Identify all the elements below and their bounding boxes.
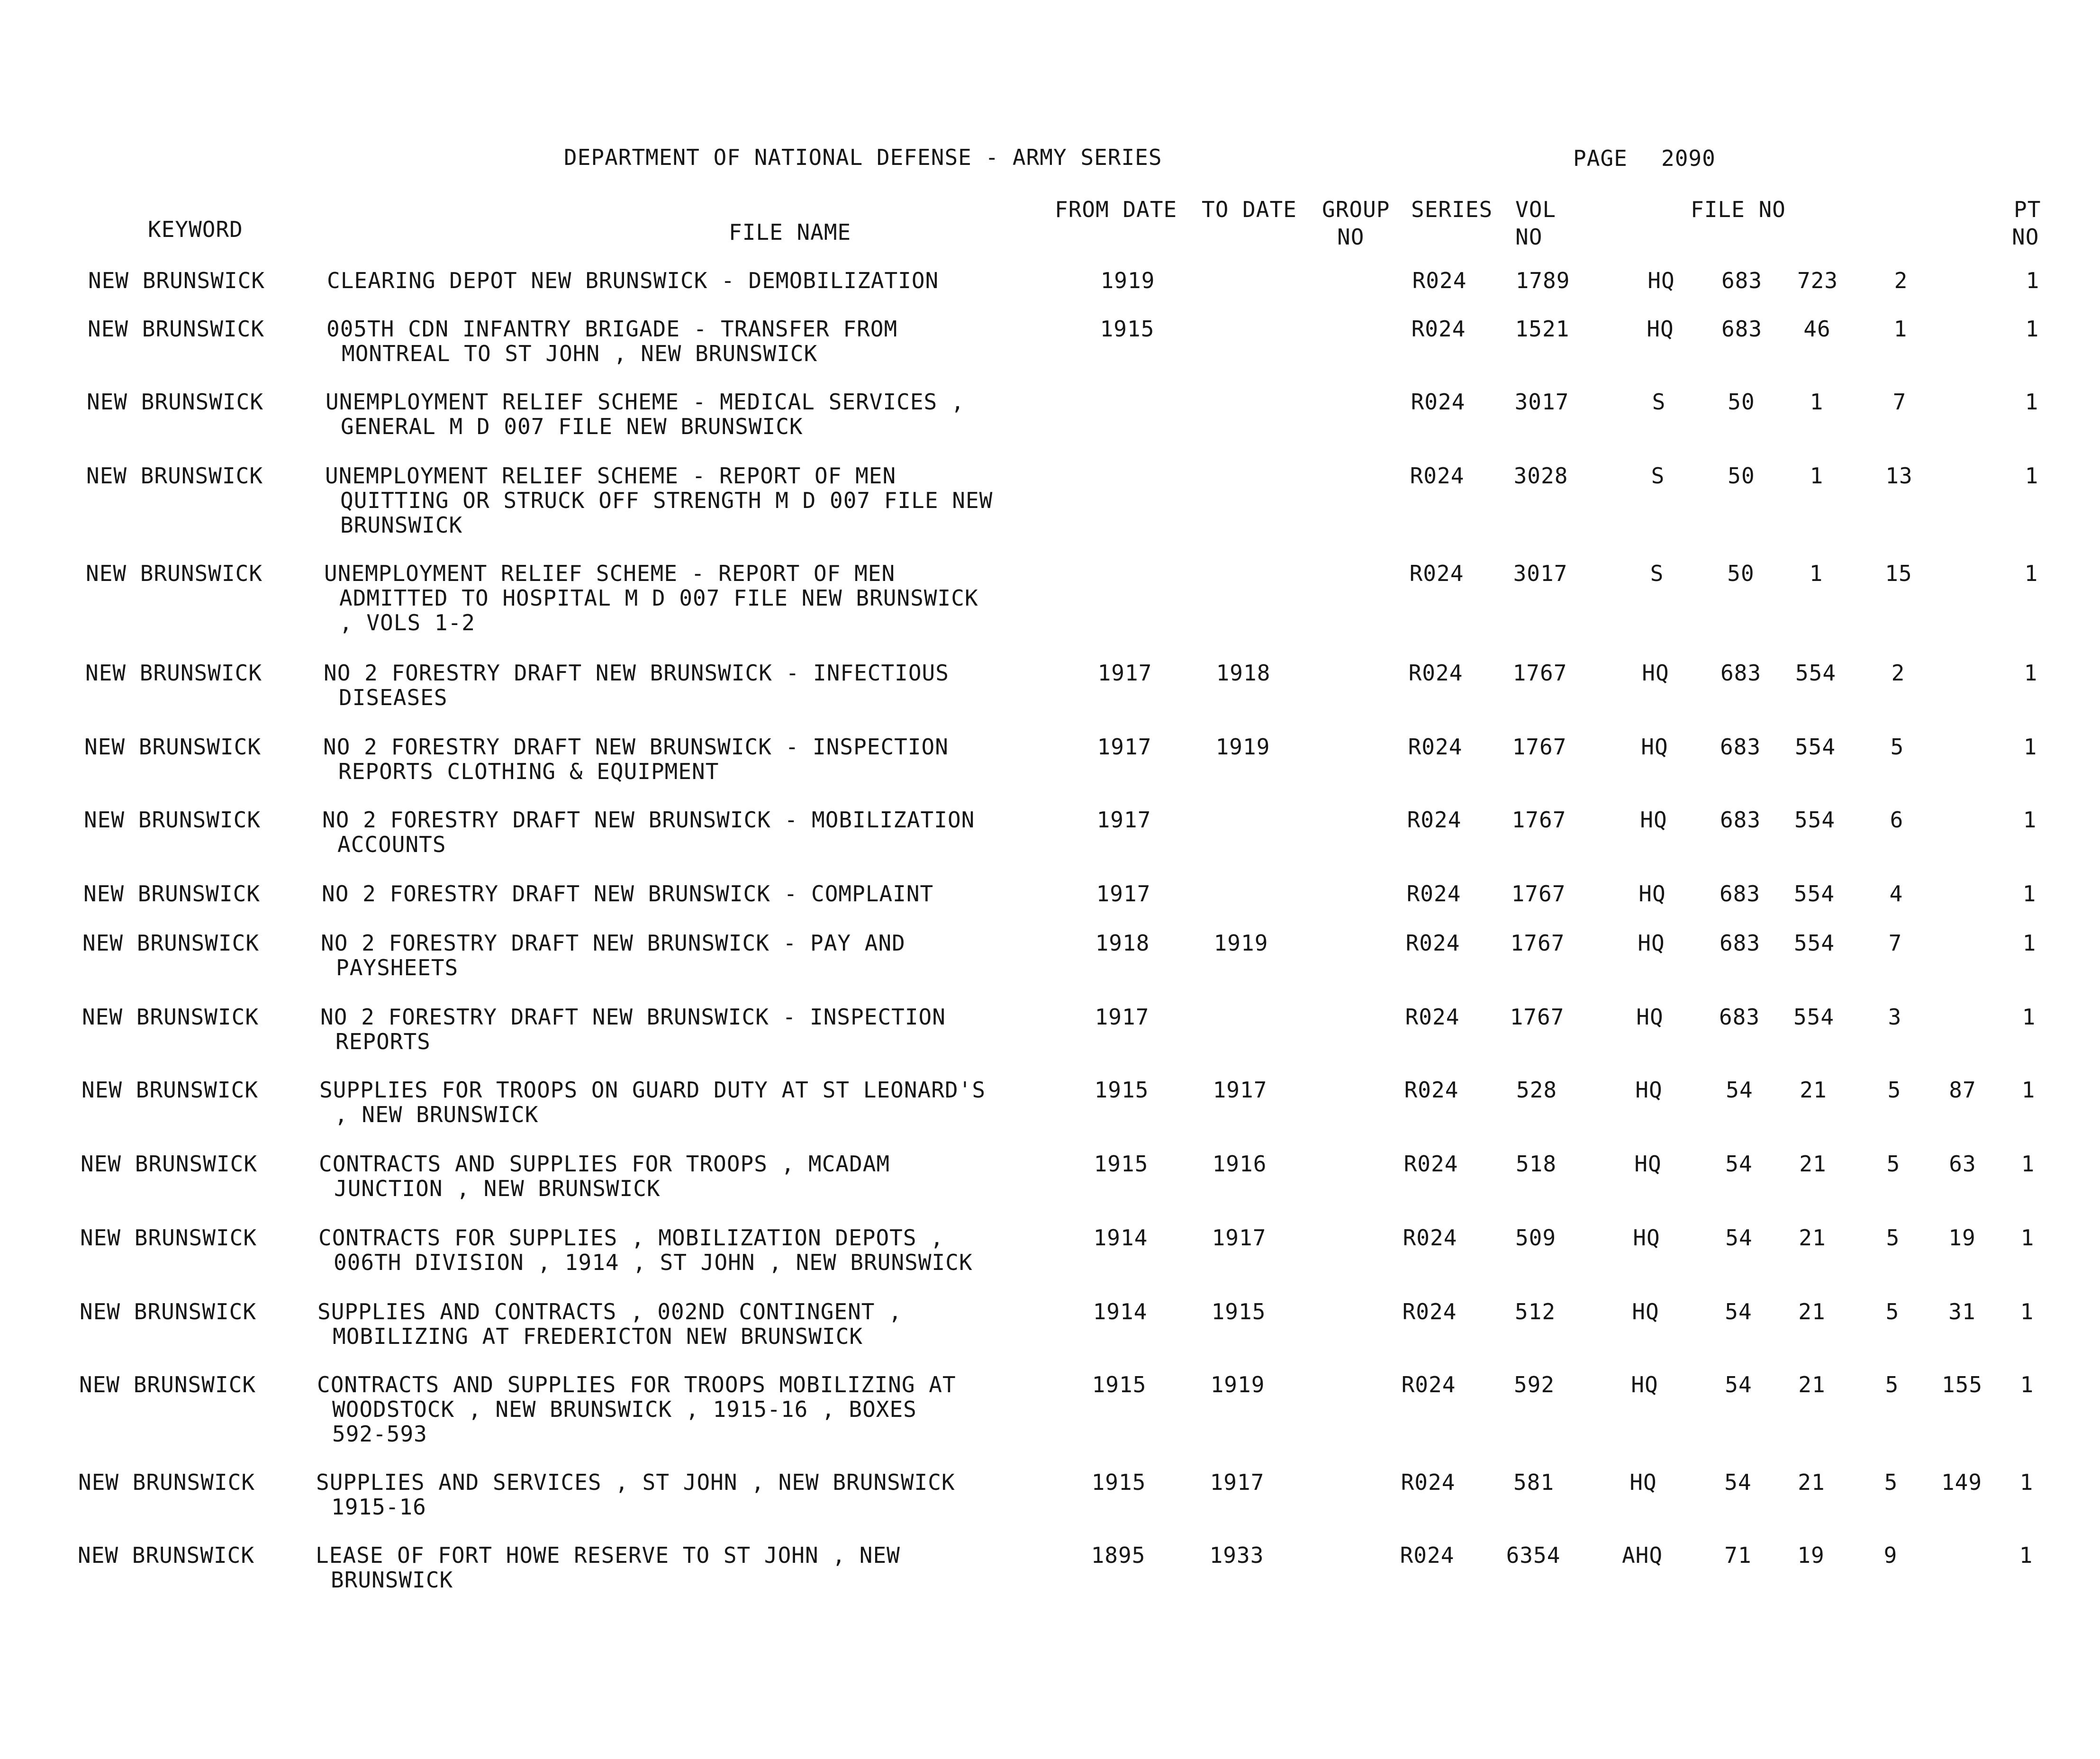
from-date-cell: 1895 (1091, 1542, 1146, 1568)
pt-no-cell: 1 (2022, 1004, 2036, 1030)
from-date-cell: 1918 (1095, 930, 1150, 956)
file-no-prefix-cell: HQ (1633, 1225, 1660, 1251)
file-name-line: MOBILIZING AT FREDERICTON NEW BRUNSWICK (333, 1324, 863, 1349)
file-no-1-cell: 54 (1725, 1225, 1753, 1251)
keyword-cell: NEW BRUNSWICK (84, 734, 262, 760)
file-name-line: QUITTING OR STRUCK OFF STRENGTH M D 007 FILE NEW (340, 488, 993, 513)
keyword-cell: NEW BRUNSWICK (83, 881, 261, 907)
from-date-cell: 1917 (1097, 734, 1152, 760)
file-name-line: BRUNSWICK (331, 1567, 453, 1593)
series-cell: R024 (1403, 1151, 1458, 1177)
file-no-2-cell: 21 (1798, 1469, 1825, 1495)
to-date-cell: 1918 (1216, 660, 1271, 686)
file-no-2-cell: 46 (1803, 316, 1831, 342)
series-cell: R024 (1407, 807, 1462, 833)
file-name-line: NO 2 FORESTRY DRAFT NEW BRUNSWICK - INSPECTION (320, 1004, 946, 1030)
from-date-cell: 1917 (1096, 807, 1151, 833)
file-no-2-cell: 21 (1798, 1372, 1826, 1397)
file-name-line: SUPPLIES AND CONTRACTS , 002ND CONTINGENT , (317, 1299, 902, 1324)
to-date-cell: 1919 (1210, 1372, 1265, 1397)
department-title: DEPARTMENT OF NATIONAL DEFENSE - ARMY SERIES (564, 145, 1162, 170)
file-name-line: CONTRACTS AND SUPPLIES FOR TROOPS MOBILIZING AT (317, 1372, 956, 1397)
col-vol-no-header-2: NO (1515, 224, 1543, 250)
file-no-1-cell: 71 (1724, 1542, 1752, 1568)
series-cell: R024 (1412, 268, 1467, 293)
pt-no-cell: 1 (2025, 463, 2039, 489)
vol-no-cell: 512 (1514, 1299, 1556, 1324)
file-no-prefix-cell: AHQ (1621, 1542, 1663, 1568)
file-name-line: NO 2 FORESTRY DRAFT NEW BRUNSWICK - COMPLAINT (322, 881, 934, 907)
file-no-3-cell: 5 (1886, 1225, 1900, 1251)
page-number: 2090 (1661, 145, 1716, 171)
file-name-line: CONTRACTS AND SUPPLIES FOR TROOPS , MCADAM (319, 1151, 890, 1177)
file-name-line: DISEASES (339, 685, 448, 710)
pt-no-cell: 1 (2021, 1077, 2036, 1103)
file-no-2-cell: 1 (1810, 463, 1824, 489)
pt-no-cell: 1 (2024, 561, 2038, 586)
file-no-2-cell: 554 (1793, 1004, 1835, 1030)
vol-no-cell: 1767 (1510, 930, 1565, 956)
vol-no-cell: 3017 (1513, 561, 1568, 586)
to-date-cell: 1933 (1209, 1542, 1264, 1568)
series-cell: R024 (1400, 1542, 1455, 1568)
keyword-cell: NEW BRUNSWICK (82, 1004, 259, 1030)
file-name-cell (326, 390, 965, 439)
pt-no-cell: 1 (2026, 268, 2040, 293)
file-no-prefix-cell: HQ (1647, 268, 1675, 293)
file-name-line: ACCOUNTS (337, 832, 446, 857)
file-no-prefix-cell: HQ (1634, 1151, 1662, 1177)
file-no-prefix-cell: HQ (1629, 1469, 1657, 1495)
file-name-line: UNEMPLOYMENT RELIEF SCHEME - MEDICAL SERVICES , (326, 389, 965, 415)
file-no-1-cell: 683 (1721, 316, 1763, 342)
col-group-no-header-2: NO (1337, 224, 1365, 250)
file-no-3-cell: 13 (1885, 463, 1913, 489)
file-name-line: BRUNSWICK (340, 512, 463, 538)
keyword-cell: NEW BRUNSWICK (88, 268, 265, 293)
file-name-cell (324, 661, 949, 710)
vol-no-cell: 1789 (1515, 268, 1570, 293)
file-name-cell (316, 1470, 955, 1519)
series-cell: R024 (1411, 316, 1466, 342)
keyword-cell: NEW BRUNSWICK (87, 389, 264, 415)
file-no-1-cell: 54 (1726, 1077, 1753, 1103)
from-date-cell: 1917 (1095, 1004, 1150, 1030)
keyword-cell: NEW BRUNSWICK (80, 1299, 257, 1324)
file-no-prefix-cell: HQ (1635, 1077, 1663, 1103)
file-no-1-cell: 683 (1721, 268, 1763, 293)
pt-no-cell: 1 (2022, 881, 2037, 907)
vol-no-cell: 3017 (1514, 389, 1569, 415)
from-date-cell: 1915 (1092, 1372, 1147, 1397)
file-name-line: , VOLS 1-2 (339, 610, 475, 635)
col-series-header: SERIES (1411, 197, 1493, 222)
file-no-prefix-cell: HQ (1631, 1372, 1658, 1397)
series-cell: R024 (1404, 1077, 1459, 1103)
file-no-4-cell: 63 (1949, 1151, 1976, 1177)
file-no-1-cell: 683 (1719, 1004, 1760, 1030)
file-no-2-cell: 1 (1810, 389, 1824, 415)
file-name-line: 006TH DIVISION , 1914 , ST JOHN , NEW BRUNSWICK (334, 1250, 973, 1275)
keyword-cell: NEW BRUNSWICK (84, 807, 261, 833)
file-no-prefix-cell: S (1650, 561, 1664, 586)
page-label: PAGE (1573, 145, 1628, 171)
to-date-cell: 1917 (1210, 1469, 1265, 1495)
file-no-2-cell: 19 (1797, 1542, 1825, 1568)
file-no-2-cell: 21 (1799, 1151, 1827, 1177)
series-cell: R024 (1408, 660, 1463, 686)
file-no-prefix-cell: HQ (1640, 807, 1667, 833)
from-date-cell: 1914 (1093, 1299, 1148, 1324)
vol-no-cell: 3028 (1513, 463, 1568, 489)
keyword-cell: NEW BRUNSWICK (86, 561, 263, 586)
file-no-prefix-cell: S (1651, 463, 1665, 489)
file-no-1-cell: 683 (1720, 807, 1761, 833)
pt-no-cell: 1 (2025, 316, 2039, 342)
file-no-2-cell: 723 (1797, 268, 1838, 293)
file-no-3-cell: 5 (1885, 1299, 1900, 1324)
pt-no-cell: 1 (2020, 1372, 2034, 1397)
col-group-no-header: GROUP (1322, 197, 1390, 222)
file-no-1-cell: 50 (1727, 561, 1755, 586)
series-cell: R024 (1402, 1299, 1457, 1324)
keyword-cell: NEW BRUNSWICK (81, 1151, 258, 1177)
vol-no-cell: 1767 (1512, 660, 1567, 686)
series-cell: R024 (1406, 881, 1461, 907)
file-name-line: WOODSTOCK , NEW BRUNSWICK , 1915-16 , BOXES (332, 1396, 917, 1422)
to-date-cell: 1915 (1211, 1299, 1266, 1324)
file-no-1-cell: 683 (1719, 881, 1761, 907)
file-no-1-cell: 54 (1725, 1372, 1752, 1397)
col-to-date-header: TO DATE (1202, 197, 1297, 222)
file-name-cell (325, 463, 993, 537)
file-no-1-cell: 54 (1725, 1299, 1752, 1324)
pt-no-cell: 1 (2019, 1542, 2033, 1568)
file-name-cell (317, 1299, 902, 1349)
series-cell: R024 (1401, 1372, 1456, 1397)
file-no-1-cell: 683 (1720, 660, 1762, 686)
file-no-prefix-cell: HQ (1638, 930, 1665, 956)
series-cell: R024 (1405, 1004, 1460, 1030)
vol-no-cell: 518 (1515, 1151, 1557, 1177)
series-cell: R024 (1410, 463, 1465, 489)
file-no-3-cell: 5 (1885, 1372, 1899, 1397)
col-pt-no-header: PT (2014, 197, 2041, 222)
pt-no-cell: 1 (2021, 1151, 2035, 1177)
file-no-1-cell: 50 (1728, 463, 1755, 489)
keyword-cell: NEW BRUNSWICK (81, 1077, 259, 1103)
col-file-name-header: FILE NAME (729, 219, 851, 245)
file-name-cell (326, 317, 897, 366)
file-no-2-cell: 554 (1793, 881, 1835, 907)
keyword-cell: NEW BRUNSWICK (79, 1372, 256, 1397)
series-cell: R024 (1409, 561, 1464, 586)
file-name-cell (319, 1078, 986, 1127)
file-name-line: NO 2 FORESTRY DRAFT NEW BRUNSWICK - PAY AND (321, 930, 905, 956)
series-cell: R024 (1408, 734, 1463, 760)
file-name-cell (324, 561, 978, 635)
pt-no-cell: 1 (2024, 660, 2038, 686)
file-no-1-cell: 683 (1720, 734, 1761, 760)
file-no-prefix-cell: HQ (1636, 1004, 1664, 1030)
file-name-line: LEASE OF FORT HOWE RESERVE TO ST JOHN , NEW (316, 1542, 900, 1568)
file-name-line: REPORTS CLOTHING & EQUIPMENT (338, 759, 719, 784)
file-no-4-cell: 31 (1948, 1299, 1976, 1324)
pt-no-cell: 1 (2019, 1469, 2034, 1495)
file-no-1-cell: 54 (1725, 1151, 1753, 1177)
file-no-3-cell: 4 (1889, 881, 1903, 907)
keyword-cell: NEW BRUNSWICK (78, 1469, 255, 1495)
col-pt-no-header-2: NO (2012, 224, 2039, 250)
file-no-4-cell: 155 (1941, 1372, 1983, 1397)
file-name-cell (317, 1372, 956, 1446)
file-name-cell (318, 1225, 973, 1275)
vol-no-cell: 6354 (1506, 1542, 1561, 1568)
vol-no-cell: 1521 (1515, 316, 1570, 342)
keyword-cell: NEW BRUNSWICK (78, 1542, 255, 1568)
vol-no-cell: 1767 (1512, 807, 1566, 833)
file-no-3-cell: 7 (1892, 389, 1907, 415)
file-no-2-cell: 21 (1800, 1077, 1827, 1103)
series-cell: R024 (1411, 389, 1466, 415)
file-name-cell (323, 734, 949, 784)
file-no-3-cell: 2 (1891, 660, 1905, 686)
file-no-prefix-cell: HQ (1642, 660, 1669, 686)
file-name-line: UNEMPLOYMENT RELIEF SCHEME - REPORT OF MEN (325, 463, 896, 489)
file-no-3-cell: 7 (1888, 930, 1902, 956)
pt-no-cell: 1 (2022, 930, 2037, 956)
file-name-line: CLEARING DEPOT NEW BRUNSWICK - DEMOBILIZATION (327, 268, 939, 293)
keyword-cell: NEW BRUNSWICK (85, 660, 262, 686)
file-name-line: UNEMPLOYMENT RELIEF SCHEME - REPORT OF MEN (324, 561, 896, 586)
vol-no-cell: 509 (1515, 1225, 1557, 1251)
keyword-cell: NEW BRUNSWICK (86, 463, 263, 489)
keyword-cell: NEW BRUNSWICK (80, 1225, 257, 1251)
col-from-date-header: FROM DATE (1055, 197, 1177, 222)
file-no-4-cell: 149 (1941, 1469, 1982, 1495)
file-name-line: GENERAL M D 007 FILE NEW BRUNSWICK (341, 414, 803, 439)
file-name-line: PAYSHEETS (336, 955, 459, 980)
file-no-2-cell: 21 (1799, 1225, 1826, 1251)
file-name-cell (322, 807, 975, 857)
file-no-prefix-cell: HQ (1641, 734, 1668, 760)
file-no-1-cell: 683 (1719, 930, 1761, 956)
to-date-cell: 1916 (1212, 1151, 1267, 1177)
file-name-line: 005TH CDN INFANTRY BRIGADE - TRANSFER FROM (326, 316, 898, 342)
file-name-cell (322, 881, 933, 906)
to-date-cell: 1917 (1213, 1077, 1267, 1103)
file-no-prefix-cell: HQ (1632, 1299, 1659, 1324)
keyword-cell: NEW BRUNSWICK (88, 316, 265, 342)
to-date-cell: 1919 (1215, 734, 1270, 760)
file-no-prefix-cell: HQ (1647, 316, 1674, 342)
file-name-line: NO 2 FORESTRY DRAFT NEW BRUNSWICK - INSPECTION (323, 734, 949, 760)
file-no-3-cell: 5 (1890, 734, 1904, 760)
pt-no-cell: 1 (2020, 1225, 2035, 1251)
col-vol-no-header: VOL (1515, 197, 1557, 222)
from-date-cell: 1917 (1096, 881, 1151, 907)
file-no-3-cell: 1 (1893, 316, 1908, 342)
from-date-cell: 1915 (1091, 1469, 1146, 1495)
vol-no-cell: 1767 (1511, 881, 1566, 907)
pt-no-cell: 1 (2023, 807, 2037, 833)
vol-no-cell: 592 (1513, 1372, 1555, 1397)
col-file-no-header: FILE NO (1691, 197, 1786, 222)
file-name-line: REPORTS (335, 1029, 431, 1054)
file-no-1-cell: 54 (1724, 1469, 1752, 1495)
file-name-cell (319, 1152, 890, 1201)
file-no-3-cell: 2 (1894, 268, 1908, 293)
file-no-prefix-cell: HQ (1638, 881, 1666, 907)
file-name-line: CONTRACTS FOR SUPPLIES , MOBILIZATION DEPOTS , (318, 1225, 944, 1251)
from-date-cell: 1915 (1094, 1151, 1149, 1177)
file-name-cell (321, 931, 905, 980)
file-name-line: , NEW BRUNSWICK (335, 1102, 539, 1127)
file-no-3-cell: 9 (1883, 1542, 1898, 1568)
pt-no-cell: 1 (2020, 1299, 2034, 1324)
file-no-1-cell: 50 (1728, 389, 1755, 415)
file-no-3-cell: 15 (1885, 561, 1912, 586)
series-cell: R024 (1405, 930, 1460, 956)
pt-no-cell: 1 (2023, 734, 2037, 760)
from-date-cell: 1915 (1094, 1077, 1149, 1103)
from-date-cell: 1914 (1093, 1225, 1148, 1251)
col-keyword-header: KEYWORD (148, 217, 243, 242)
file-name-line: SUPPLIES AND SERVICES , ST JOHN , NEW BRUNSWICK (316, 1469, 955, 1495)
file-no-2-cell: 21 (1798, 1299, 1826, 1324)
file-no-3-cell: 3 (1888, 1004, 1902, 1030)
file-name-line: 592-593 (332, 1421, 427, 1447)
vol-no-cell: 528 (1516, 1077, 1557, 1103)
series-cell: R024 (1401, 1469, 1456, 1495)
file-no-2-cell: 554 (1794, 734, 1836, 760)
keyword-cell: NEW BRUNSWICK (82, 930, 260, 956)
file-no-4-cell: 19 (1948, 1225, 1976, 1251)
file-name-line: MONTREAL TO ST JOHN , NEW BRUNSWICK (342, 341, 818, 366)
file-name-line: JUNCTION , NEW BRUNSWICK (334, 1176, 661, 1201)
file-name-line: NO 2 FORESTRY DRAFT NEW BRUNSWICK - INFECTIOUS (324, 660, 949, 686)
file-no-3-cell: 5 (1884, 1469, 1898, 1495)
file-name-cell (320, 1005, 946, 1054)
file-name-line: SUPPLIES FOR TROOPS ON GUARD DUTY AT ST LEONARD'S (319, 1077, 986, 1103)
file-name-line: NO 2 FORESTRY DRAFT NEW BRUNSWICK - MOBILIZATION (322, 807, 975, 833)
file-no-3-cell: 5 (1886, 1151, 1901, 1177)
file-no-3-cell: 5 (1887, 1077, 1901, 1103)
file-no-4-cell: 87 (1949, 1077, 1976, 1103)
vol-no-cell: 1767 (1510, 1004, 1565, 1030)
file-name-cell (316, 1543, 900, 1592)
from-date-cell: 1919 (1100, 268, 1155, 293)
series-cell: R024 (1403, 1225, 1457, 1251)
file-no-prefix-cell: S (1652, 389, 1666, 415)
pt-no-cell: 1 (2025, 389, 2039, 415)
vol-no-cell: 1767 (1512, 734, 1567, 760)
file-no-2-cell: 554 (1793, 930, 1835, 956)
file-name-line: 1915-16 (331, 1494, 426, 1520)
to-date-cell: 1917 (1212, 1225, 1267, 1251)
file-name-line: ADMITTED TO HOSPITAL M D 007 FILE NEW BRUNSWICK (339, 585, 978, 611)
file-no-2-cell: 1 (1809, 561, 1823, 586)
file-no-3-cell: 6 (1890, 807, 1904, 833)
from-date-cell: 1915 (1100, 316, 1155, 342)
file-no-2-cell: 554 (1795, 660, 1837, 686)
to-date-cell: 1919 (1213, 930, 1268, 956)
file-no-2-cell: 554 (1794, 807, 1836, 833)
from-date-cell: 1917 (1097, 660, 1152, 686)
vol-no-cell: 581 (1513, 1469, 1555, 1495)
file-name-cell (327, 268, 939, 293)
